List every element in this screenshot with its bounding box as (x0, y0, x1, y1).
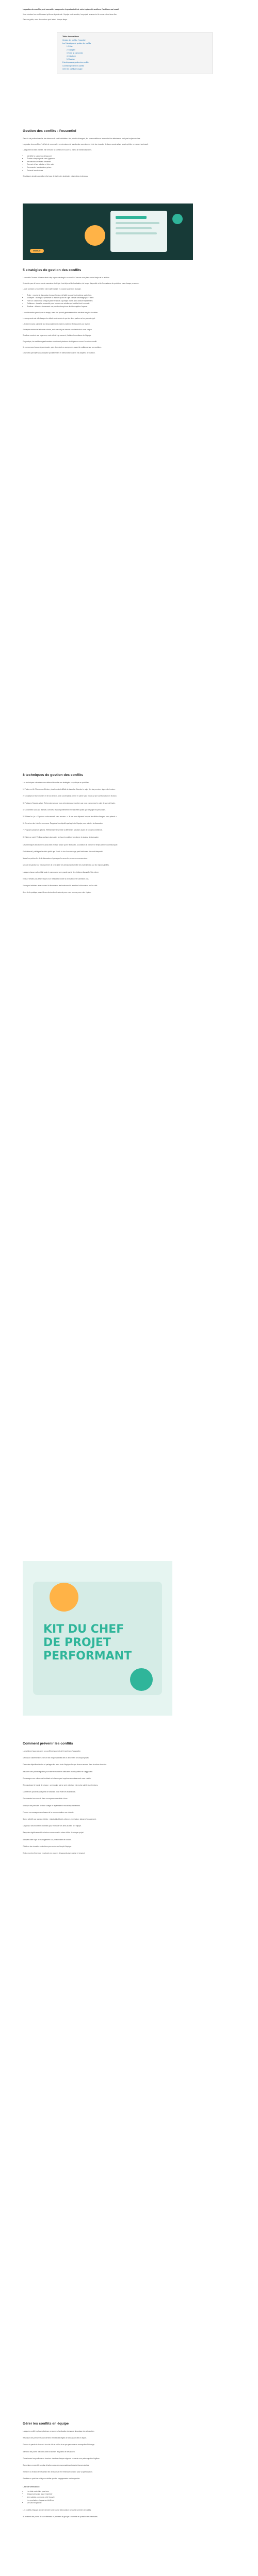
section-prevention (23, 1741, 235, 1855)
promo-banner-ebook[interactable] (23, 204, 193, 260)
table-of-contents (57, 32, 213, 74)
banner-illustration (23, 204, 193, 260)
paragraph: Le compromis est utile lorsque les délais sont serrés et que les deux parties ont un pouvoir égal. (23, 317, 95, 319)
paragraph: Clarifiez les processus de prise de décision pour éviter les frustrations. (23, 1791, 76, 1793)
paragraph: Documentez les accords dans un espace accessible à tous. (23, 1798, 68, 1800)
technique: 3. Pratiquez l'écoute active. Reformulez ce que vous entendez pour montrer que vous comprenez le point de vue de l'autre. (23, 802, 116, 804)
paragraph: Un regard extérieur aide souvent à désamorcer les tensions et à remettre la discussion sur les rails. (23, 885, 98, 887)
toc-link[interactable]: 2. S'adapter (67, 48, 76, 51)
paragraph: Adaptez votre style de management à la personnalité de chacun. (23, 1838, 72, 1841)
paragraph: Ils commencent souvent par écouter, puis cherchent un compromis, avant de collaborer sur une solution. (23, 346, 102, 348)
paragraph: Notez les points clés de la discussion et partagez-les avec les personnes concernées. (23, 857, 88, 860)
paragraph: Lorsqu'un conflit implique plusieurs personnes, la situation demande davantage de préparation. (23, 2430, 95, 2432)
paragraph: La collaboration prend plus de temps, mais elle produit généralement les résultats les plus durables. (23, 311, 99, 314)
paragraph: Reconnaissez le travail de chacun : une équipe qui se sent valorisée est moins sujette aux tensions. (23, 1784, 99, 1787)
paragraph: Célébrez les réussites collectives pour renforcer l'esprit d'équipe. (23, 1845, 72, 1848)
paragraph: Lorsque chacun sait qui fait quoi et pour quand, une grande partie des frictions disparaît d'elle-même. (23, 871, 99, 873)
paragraph: Ces techniques fonctionnent aussi bien en face à face qu'en télétravail, à condition de prendre le temps de bien communiquer. (23, 843, 118, 846)
section-heading: Comment prévenir les conflits (23, 1742, 73, 1745)
paragraph: En télétravail, privilégiez la vidéo plutôt que l'écrit : le ton d'un message peut facilement être mal interprété. (23, 851, 103, 853)
technique: 6. Cherchez des intérêts communs. Rappelez les objectifs partagés de l'équipe pour orienter la discussion. (23, 822, 103, 825)
section-heading: 5 stratégies de gestion des conflits (23, 268, 82, 272)
paragraph: Il n'existe pas de bonne ou de mauvaise stratégie : tout dépend de la situation, du temps disponible et de l'importance du problème pour chaque personne. (23, 282, 139, 285)
paragraph: Construisez ensemble un plan d'action avec des responsables et des échéances claires. (23, 2464, 90, 2467)
paragraph: Dans la vie professionnelle, les désaccords sont inévitables : les priorités divergent, les personnalités se heurtent et les attentes ne sont pas toujours claires. (23, 138, 141, 140)
paragraph: Enfin, n'hésitez pas à faire appel à un médiateur neutre si la situation ne s'améliore pas. (23, 877, 89, 880)
list-item: • Identifier la source du désaccord (27, 155, 235, 158)
paragraph: Formez vos managers aux bases de la communication non violente. (23, 1811, 74, 1814)
kit-title (43, 1623, 132, 1663)
list-item: • Prévenir les récidives (27, 170, 235, 173)
intro-paragraph: Vous résolvez les conflits avant qu'ils ne dégénèrent : l'équipe reste soudée, les projets avancent et le moral est au beau fixe. (23, 13, 117, 16)
paragraph: Définissez clairement les rôles et les responsabilités dès le lancement de chaque projet. (23, 1757, 89, 1759)
section-heading: Gérer les conflits en équipe (23, 2422, 69, 2426)
paragraph: Les conflits d'équipe peuvent devenir une source d'innovation lorsqu'ils sont bien encadrés. (23, 2509, 92, 2511)
paragraph: La meilleure façon de gérer un conflit est souvent de l'empêcher d'apparaître. (23, 1750, 81, 1752)
intro-paragraph: Dans ce guide, vous découvrirez quoi faire à chaque étape. (23, 19, 68, 21)
list-item: • Documenter les décisions prises (27, 166, 235, 170)
strategy-list (23, 294, 235, 309)
paragraph: Les techniques suivantes vous aideront à mettre ces stratégies en pratique au quotidien. (23, 782, 90, 784)
paragraph: En pratique, les meilleurs gestionnaires combinent plusieurs stratégies au cours d'un même conflit. (23, 340, 98, 343)
paragraph: Instaurez des points réguliers pour faire remonter les difficultés avant qu'elles ne s'aggravent. (23, 1770, 93, 1773)
list-item: • Chaque personne a pu s'exprimer (27, 2493, 235, 2496)
toc-link[interactable]: Les 5 stratégies de gestion des conflits (62, 42, 91, 45)
kit-title-line: DE PROJET (43, 1636, 111, 1649)
paragraph: L'évitement peut calmer le jeu temporairement, mais le problème finit souvent par revenir. (23, 323, 90, 325)
section-heading: Gestion des conflits : l'essentiel (23, 129, 76, 133)
list-item: • S'adapter : céder pour préserver la relation quand le sujet compte davantage pour l'autre. (27, 297, 235, 300)
technique: 1. Parlez-en tôt. Plus un conflit dure, plus il devient difficile à résoudre. Abordez le sujet dès les premiers signes de tension. (23, 788, 116, 791)
paragraph: Observez quel style vous adoptez spontanément et demandez-vous s'il est adapté à la situation. (23, 352, 95, 354)
paragraph: Ils révèlent des points de vue différents et poussent le groupe à remettre en question ses habitudes. (23, 2516, 98, 2518)
technique: 5. Utilisez le « je ». Exprimez votre ressenti sans accuser : « Je me sens dépassé lorsque les délais changent sans préavis. » (23, 816, 118, 818)
toc-link[interactable]: 3. Faire un compromis (67, 52, 83, 54)
paragraph: Transformez les positions en besoins : derrière chaque exigence se cache une préoccupation légitime. (23, 2457, 100, 2460)
paragraph: Avec de la pratique, ces réflexes deviendront naturels pour vous comme pour votre équipe. (23, 891, 91, 894)
intro (23, 8, 235, 22)
technique: 4. Concentrez-vous sur les faits. Décrivez les comportements et leurs effets plutôt que de juger les personnes. (23, 808, 106, 811)
checklist-title: Liste de vérification : (23, 2485, 40, 2488)
paragraph: S'adapter montre de la bonne volonté, mais ne doit pas devenir une habitude à sens unique. (23, 329, 92, 331)
toc-title: Table des matières (62, 36, 79, 38)
list-item: • Une solution commune a été trouvée (27, 2496, 235, 2499)
promo-banner-kit[interactable] (23, 1561, 172, 1716)
paragraph: Anticipez les périodes de forte charge et répartissez le travail équitablement. (23, 1804, 80, 1807)
paragraph: La clé consiste à reconnaître votre style naturel et à savoir quand en changer. (23, 288, 82, 291)
list-item: • Écouter chaque partie sans jugement (27, 158, 235, 161)
toc-link[interactable]: Comment prévenir les conflits (62, 64, 84, 67)
list-item: • Collaborer : travailler ensemble pour trouver une solution qui satisfait tout le monde. (27, 302, 235, 306)
section-team-conflicts (23, 2421, 235, 2518)
list-item: • Éviter : reporter la discussion lorsque l'enjeu est faible ou que les émotions sont vives. (27, 294, 235, 297)
paragraph: La gestion des conflits, c'est l'art de reconnaître ces tensions, de les aborder ouvertement et de les résoudre de façon constructive, avant qu'elles ne nuisent au travail. (23, 143, 149, 146)
paragraph: Rappelez régulièrement la mission commune et la raison d'être de chaque projet. (23, 1832, 84, 1834)
list-item: • Rivaliser : défendre fermement une position lorsqu'une décision rapide s'impose. (27, 306, 235, 309)
paragraph: Ces étapes simples constituent la base de toutes les stratégies présentées ci-dessous. (23, 175, 88, 178)
intro-lead: La gestion des conflits peut vous aider à augmenter la productivité de votre équipe et à améliorer l'ambiance au travail. (23, 8, 119, 10)
toc-link[interactable]: Gestion des conflits : l'essentiel (62, 39, 86, 41)
technique: 2. Choisissez le bon moment et le bon endroit. Une conversation privée et calme vaut mieux qu'une confrontation en réunion. (23, 795, 117, 798)
paragraph: Le modèle Thomas-Kilmann décrit cinq façons de réagir à un conflit. Chacune a sa place selon l'enjeu et la relation. (23, 277, 110, 279)
paragraph: Terminez la réunion en résumant les décisions et en remerciant chacun pour sa participation. (23, 2471, 93, 2473)
list-item: • Un suivi est planifié (27, 2502, 235, 2505)
checklist (23, 2490, 235, 2505)
list-item: • Faire un compromis : chaque partie renonce à quelque chose pour avancer rapidement. (27, 300, 235, 303)
kit-title-line: PERFORMANT (43, 1650, 132, 1663)
paragraph: Identifiez les points d'accord avant d'aborder les points de désaccord. (23, 2450, 75, 2453)
paragraph: Enfin, montrez l'exemple en gérant vos propres désaccords avec calme et respect. (23, 1852, 85, 1855)
toc-link[interactable]: 5. Rivaliser (67, 58, 75, 61)
paragraph: Donnez la parole à chacun à tour de rôle et veillez à ce que personne ne monopolise l'échange. (23, 2444, 95, 2446)
toc-link[interactable]: 8 techniques de gestion des conflits (62, 61, 89, 64)
paragraph: Réunissez les personnes concernées et fixez des règles de discussion dès le départ. (23, 2437, 87, 2439)
section-techniques (23, 773, 235, 894)
section-strategies (23, 268, 235, 354)
list-item: • Les faits sont clairs pour tous (27, 2490, 235, 2494)
toc-link[interactable]: Gérer les conflits en équipe (62, 67, 83, 70)
paragraph: Planifiez un point de suivi pour vérifier que les engagements sont respectés. (23, 2478, 80, 2480)
section-essentials (23, 129, 235, 178)
paragraph: Rivaliser convient aux urgences, mais utilisé trop souvent, il abîme la confiance de l'équipe. (23, 334, 92, 337)
paragraph: Encouragez une culture de feedback où chacun peut exprimer son désaccord sans crainte. (23, 1777, 91, 1780)
paragraph: Fixez des objectifs réalistes et partagez-les avec toute l'équipe afin que chacun avance dans la même direction. (23, 1764, 107, 1766)
technique: 8. Faites un suivi. Vérifiez quelques jours plus tard que la solution fonctionne et ajustez si nécessaire. (23, 836, 99, 838)
paragraph: Soyez attentif aux signaux faibles : retards inhabituels, silences en réunion, baisse d'engagement. (23, 1818, 96, 1821)
technique: 7. Proposez plusieurs options. Réfléchissez ensemble à différentes solutions avant de choisir la meilleure. (23, 829, 103, 832)
paragraph: Organisez des moments informels pour renforcer les liens au sein de l'équipe. (23, 1825, 82, 1827)
list-item: • Convenir d'une solution et d'un suivi (27, 163, 235, 166)
bullet-list (23, 155, 235, 173)
toc-link[interactable]: 4. Collaborer (67, 55, 76, 58)
kit-title-line: KIT DU CHEF (43, 1623, 124, 1636)
list-item: • Rechercher un terrain d'entente (27, 161, 235, 164)
section-heading: 8 techniques de gestion des conflits (23, 773, 84, 777)
paragraph: Lorsqu'elle est bien menée, elle renforce la confiance et ouvre la voie à de meilleures idées. (23, 149, 92, 151)
paragraph: Un outil de gestion du travail permet de centraliser les décisions et d'éviter les malentendus sur les responsabilités. (23, 864, 109, 867)
banner-cta-label[interactable]: GRATUIT (30, 249, 44, 253)
toc-link[interactable]: 1. Éviter (67, 45, 73, 48)
list-item: • Les prochaines étapes sont définies (27, 2499, 235, 2502)
